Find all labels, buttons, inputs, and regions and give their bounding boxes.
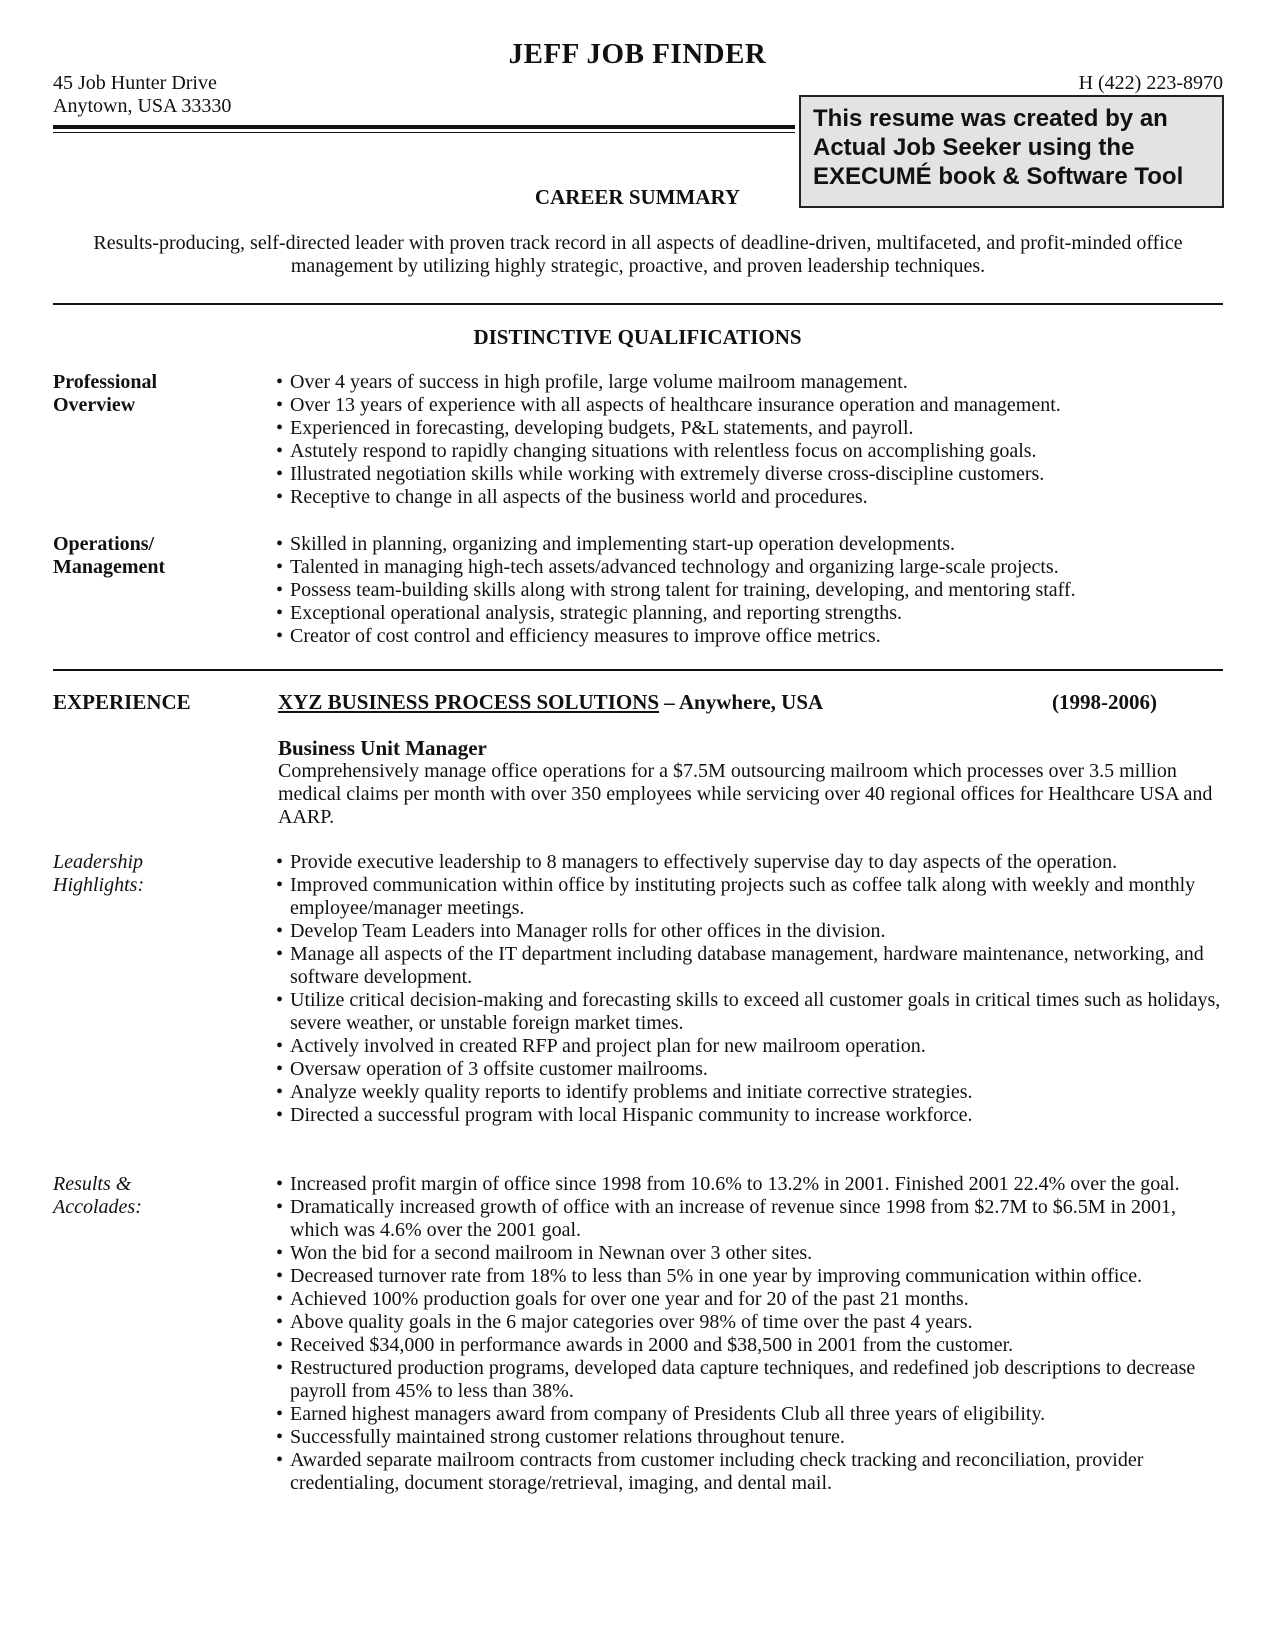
list-item: • Awarded separate mailroom contracts from customer including check tracking and reconciliation, provider credentialing, document storage/retrieval, imaging, and dental mail.	[276, 1449, 1226, 1495]
list-item: • Successfully maintained strong customer relations throughout tenure.	[276, 1426, 1226, 1449]
list-item: • Improved communication within office by instituting projects such as coffee talk along with weekly and monthly employee/manager meetings.	[276, 874, 1226, 920]
header-rule-thick	[53, 125, 795, 129]
list-item: • Received $34,000 in performance awards in 2000 and $38,500 in 2001 from the customer.	[276, 1334, 1226, 1357]
list-item: • Dramatically increased growth of office with an increase of revenue since 1998 from $2.7M to $6.5M in 2001, which was 4.6% over the 2001 goal.	[276, 1196, 1226, 1242]
list-item: • Restructured production programs, developed data capture techniques, and redefined job descriptions to decrease payroll from 45% to less than 38%.	[276, 1357, 1226, 1403]
professional-overview-list	[276, 371, 1226, 509]
career-summary-heading: CAREER SUMMARY	[534, 185, 741, 209]
qualifications-heading: DISTINCTIVE QUALIFICATIONS	[473, 325, 802, 349]
callout-line-3: EXECUMÉ book & Software Tool	[813, 163, 1184, 190]
section-divider	[53, 303, 1223, 305]
resume-name: JEFF JOB FINDER	[508, 38, 767, 70]
list-item: • Increased profit margin of office since 1998 from 10.6% to 13.2% in 2001. Finished 2001 22.4% over the goal.	[276, 1173, 1226, 1196]
list-item: • Earned highest managers award from company of Presidents Club all three years of eligibility.	[276, 1403, 1226, 1426]
professional-overview-label	[53, 371, 157, 417]
employment-dates: (1998-2006)	[1052, 690, 1157, 714]
list-item: • Over 4 years of success in high profile, large volume mailroom management.	[276, 371, 1226, 394]
list-item: • Receptive to change in all aspects of the business world and procedures.	[276, 486, 1226, 509]
header-rule-thin	[53, 132, 795, 133]
list-item: • Exceptional operational analysis, strategic planning, and reporting strengths.	[276, 602, 1226, 625]
list-item: • Decreased turnover rate from 18% to less than 5% in one year by improving communication within office.	[276, 1265, 1226, 1288]
list-item: • Directed a successful program with local Hispanic community to increase workforce.	[276, 1104, 1226, 1127]
operations-management-label	[53, 533, 165, 579]
label-line: Management	[53, 556, 166, 578]
list-item: • Talented in managing high-tech assets/advanced technology and organizing large-scale projects.	[276, 556, 1226, 579]
list-item: • Experienced in forecasting, developing budgets, P&L statements, and payroll.	[276, 417, 1226, 440]
label-line: Professional	[53, 371, 158, 393]
list-item: • Develop Team Leaders into Manager rolls for other offices in the division.	[276, 920, 1226, 943]
label-line: Leadership	[53, 851, 143, 873]
list-item: • Astutely respond to rapidly changing situations with relentless focus on accomplishing goals.	[276, 440, 1226, 463]
list-item: • Utilize critical decision-making and forecasting skills to exceed all customer goals in critical times such as holidays, severe weather, or unstable foreign market times.	[276, 989, 1226, 1035]
label-line: Overview	[53, 394, 136, 416]
list-item: • Provide executive leadership to 8 managers to effectively supervise day to day aspects of the operation.	[276, 851, 1226, 874]
list-item: • Skilled in planning, organizing and implementing start-up operation developments.	[276, 533, 1226, 556]
list-item: • Oversaw operation of 3 offsite customer mailrooms.	[276, 1058, 1226, 1081]
list-item: • Manage all aspects of the IT department including database management, hardware maintenance, networking, and software development.	[276, 943, 1226, 989]
company-line	[278, 690, 823, 715]
address-line-1: 45 Job Hunter Drive	[53, 72, 217, 94]
list-item: • Creator of cost control and efficiency measures to improve office metrics.	[276, 625, 1226, 648]
company-location: – Anywhere, USA	[659, 690, 824, 714]
address-line-2: Anytown, USA 33330	[53, 95, 232, 117]
career-summary-text: Results-producing, self-directed leader with proven track record in all aspects of deadline-driven, multifaceted, and profit-minded office management by utilizing highly strategic, proactive, and proven leadership techniques.	[93, 232, 1183, 277]
operations-management-list	[276, 533, 1226, 648]
list-item: • Over 13 years of experience with all aspects of healthcare insurance operation and management.	[276, 394, 1226, 417]
job-description: Comprehensively manage office operations for a $7.5M outsourcing mailroom which processes over 3.5 million medical claims per month with over 350 employees while servicing over 40 regional offices for Healthcare USA and AARP.	[278, 760, 1213, 828]
callout-line-1: This resume was created by an	[813, 105, 1168, 132]
label-line: Operations/	[53, 533, 155, 555]
list-item: • Possess team-building skills along with strong talent for training, developing, and mentoring staff.	[276, 579, 1226, 602]
phone-number: H (422) 223-8970	[1078, 72, 1223, 94]
list-item: • Achieved 100% production goals for over one year and for 20 of the past 21 months.	[276, 1288, 1226, 1311]
list-item: • Won the bid for a second mailroom in Newnan over 3 other sites.	[276, 1242, 1226, 1265]
leadership-highlights-list	[276, 851, 1226, 1127]
list-item: • Analyze weekly quality reports to identify problems and initiate corrective strategies.	[276, 1081, 1226, 1104]
callout-line-2: Actual Job Seeker using the	[813, 134, 1135, 161]
label-line: Accolades:	[53, 1196, 142, 1218]
list-item: • Actively involved in created RFP and project plan for new mailroom operation.	[276, 1035, 1226, 1058]
results-accolades-label	[53, 1173, 142, 1219]
list-item: • Illustrated negotiation skills while working with extremely diverse cross-discipline customers.	[276, 463, 1226, 486]
results-accolades-list	[276, 1173, 1226, 1495]
experience-heading: EXPERIENCE	[53, 690, 191, 714]
company-name: XYZ BUSINESS PROCESS SOLUTIONS	[278, 690, 660, 714]
label-line: Results &	[53, 1173, 132, 1195]
address-block	[53, 72, 231, 118]
job-title: Business Unit Manager	[278, 736, 487, 760]
label-line: Highlights:	[53, 874, 145, 896]
section-divider	[53, 669, 1223, 671]
list-item: • Above quality goals in the 6 major categories over 98% of time over the past 4 years.	[276, 1311, 1226, 1334]
leadership-highlights-label	[53, 851, 144, 897]
